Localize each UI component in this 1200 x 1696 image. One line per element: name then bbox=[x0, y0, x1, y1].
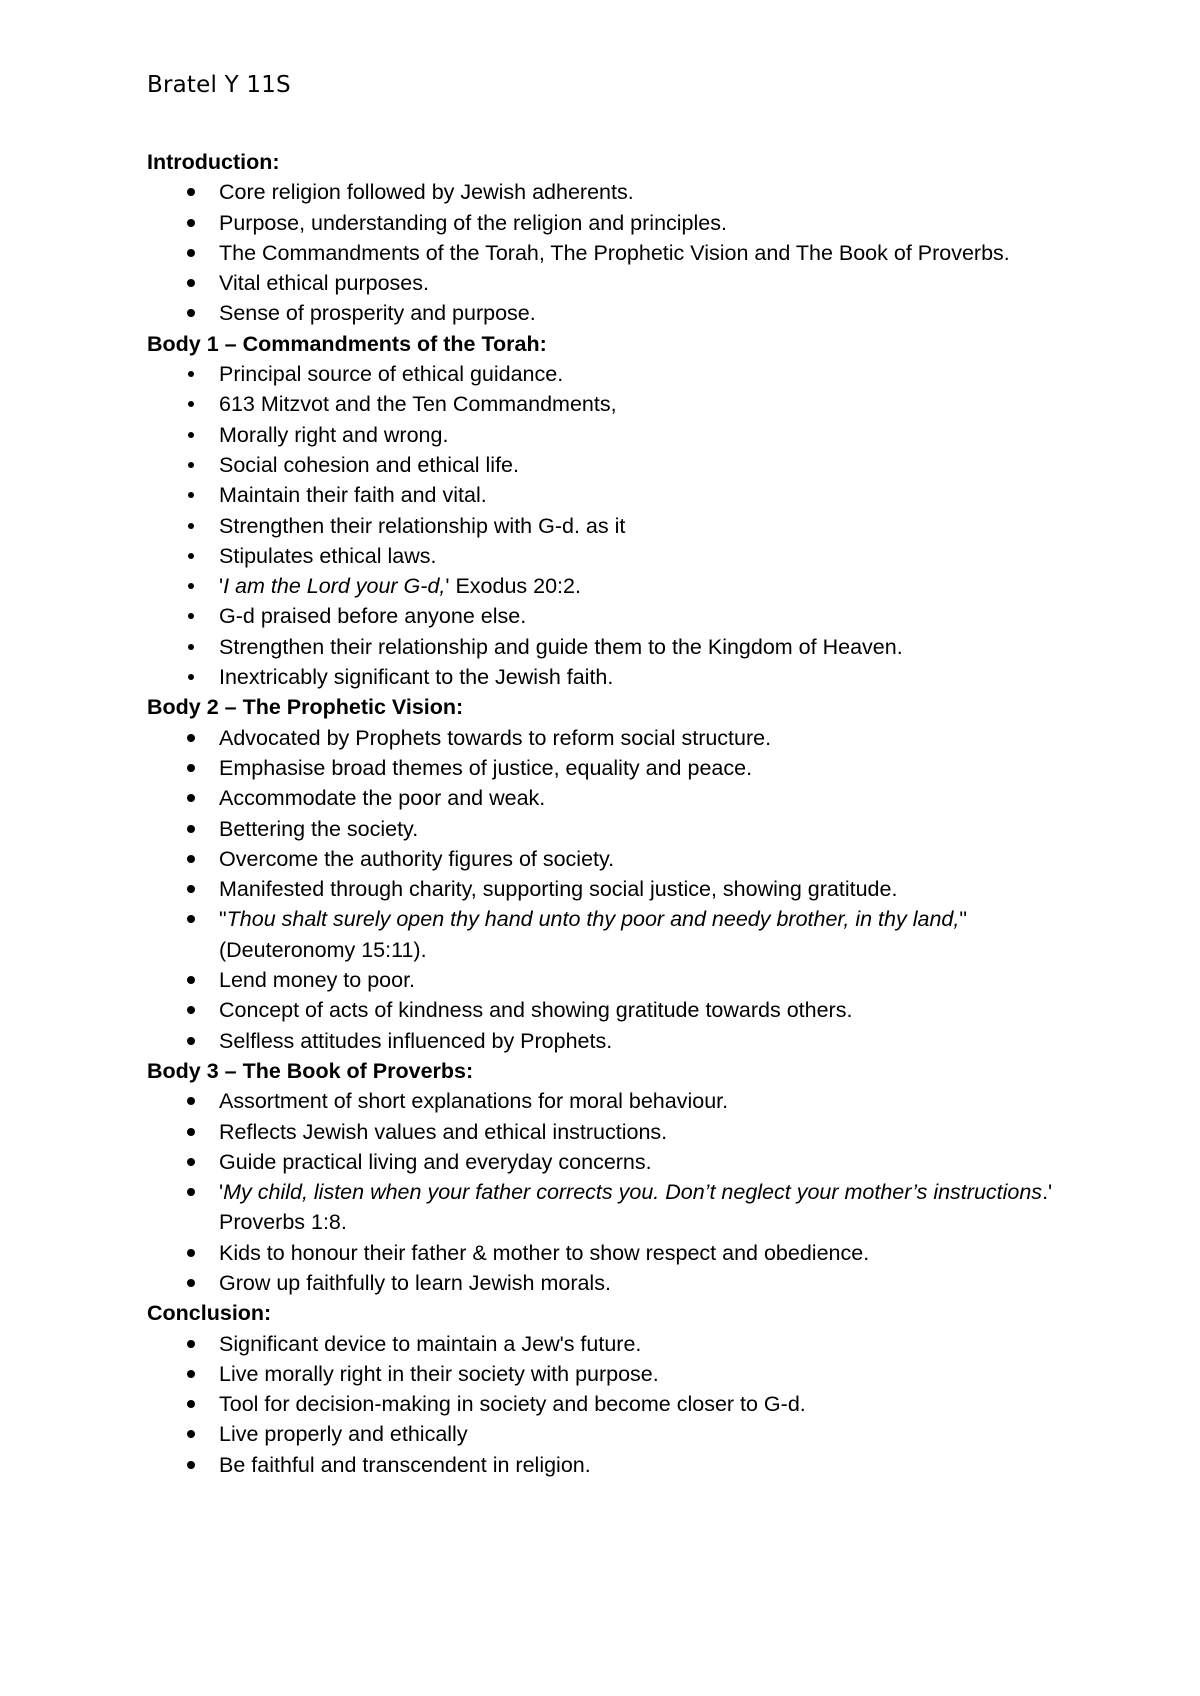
bullet-icon bbox=[188, 613, 194, 619]
bullet-icon bbox=[187, 976, 195, 984]
bullet-list bbox=[147, 1086, 1147, 1298]
item-text: Reflects Jewish values and ethical instructions. bbox=[219, 1119, 668, 1144]
bullet-icon bbox=[187, 1006, 195, 1014]
bullet-icon bbox=[187, 1400, 195, 1408]
item-text: Significant device to maintain a Jew's future. bbox=[219, 1331, 642, 1356]
bullet-icon bbox=[187, 1158, 195, 1166]
bullet-icon bbox=[188, 583, 194, 589]
item-text: Morally right and wrong. bbox=[219, 422, 449, 447]
bullet-icon bbox=[187, 794, 195, 802]
bullet-icon bbox=[187, 249, 195, 257]
section-heading: Body 3 – The Book of Proverbs: bbox=[147, 1058, 474, 1083]
list-item bbox=[147, 511, 1147, 541]
bullet-list bbox=[147, 723, 1147, 1056]
bullet-icon bbox=[187, 825, 195, 833]
list-item bbox=[147, 1268, 1147, 1298]
item-text: Principal source of ethical guidance. bbox=[219, 362, 564, 387]
item-text: Assortment of short explanations for moral behaviour. bbox=[219, 1089, 729, 1114]
bullet-icon bbox=[187, 1430, 195, 1438]
item-text: Live morally right in their society with purpose. bbox=[219, 1361, 659, 1386]
bullet-icon bbox=[187, 279, 195, 287]
bullet-icon bbox=[188, 523, 194, 529]
quote-open: " bbox=[219, 907, 227, 932]
item-text: Grow up faithfully to learn Jewish morals. bbox=[219, 1270, 611, 1295]
list-item bbox=[147, 844, 1147, 874]
bullet-icon bbox=[187, 188, 195, 196]
list-item bbox=[147, 420, 1147, 450]
list-item bbox=[147, 298, 1147, 328]
bullet-icon bbox=[187, 219, 195, 227]
bullet-icon bbox=[188, 371, 194, 377]
list-item bbox=[147, 783, 1147, 813]
list-item bbox=[147, 1359, 1147, 1389]
item-text: Vital ethical purposes. bbox=[219, 271, 429, 296]
bullet-icon bbox=[188, 401, 194, 407]
list-item bbox=[147, 208, 1147, 238]
bullet-icon bbox=[188, 644, 194, 650]
list-item bbox=[147, 1389, 1147, 1419]
list-item bbox=[147, 814, 1147, 844]
bullet-list bbox=[147, 177, 1147, 328]
document-body bbox=[147, 147, 1147, 1480]
item-text: 613 Mitzvot and the Ten Commandments, bbox=[219, 392, 617, 417]
bullet-icon bbox=[187, 764, 195, 772]
bullet-icon bbox=[187, 1097, 195, 1105]
list-item bbox=[147, 177, 1147, 207]
item-text: Be faithful and transcendent in religion. bbox=[219, 1452, 591, 1477]
quote-open: ' bbox=[219, 574, 224, 599]
quote-text: Thou shalt surely open thy hand unto thy poor and needy brother, in thy land, bbox=[226, 907, 960, 932]
item-text: Lend money to poor. bbox=[219, 968, 416, 993]
item-text: Manifested through charity, supporting social justice, showing gratitude. bbox=[219, 877, 898, 902]
quote-text: My child, listen when your father corrects you. Don’t neglect your mother’s instructions bbox=[223, 1180, 1043, 1205]
section-heading: Conclusion: bbox=[147, 1301, 272, 1326]
section-heading: Body 2 – The Prophetic Vision: bbox=[147, 695, 464, 720]
list-item bbox=[147, 632, 1147, 662]
item-text: Bettering the society. bbox=[219, 816, 419, 841]
list-item bbox=[147, 268, 1147, 298]
item-text: Guide practical living and everyday concerns. bbox=[219, 1149, 652, 1174]
item-text: Strengthen their relationship and guide them to the Kingdom of Heaven. bbox=[219, 634, 903, 659]
bullet-icon bbox=[187, 1461, 195, 1469]
quote-close: " bbox=[959, 907, 967, 932]
bullet-icon bbox=[188, 462, 194, 468]
item-text: Live properly and ethically bbox=[219, 1422, 468, 1447]
list-item bbox=[147, 1147, 1147, 1177]
list-item bbox=[147, 389, 1147, 419]
list-item bbox=[147, 662, 1147, 692]
bullet-icon bbox=[187, 1340, 195, 1348]
list-item bbox=[147, 601, 1147, 631]
list-item bbox=[147, 723, 1147, 753]
list-item bbox=[147, 1419, 1147, 1449]
item-text: Overcome the authority figures of society. bbox=[219, 846, 615, 871]
bullet-icon bbox=[188, 492, 194, 498]
list-item bbox=[147, 1238, 1147, 1268]
bullet-icon bbox=[187, 1249, 195, 1257]
document-header: Bratel Y 11S bbox=[147, 72, 291, 98]
bullet-icon bbox=[187, 1279, 195, 1287]
bullet-icon bbox=[187, 1037, 195, 1045]
quote-open: ' bbox=[219, 1180, 224, 1205]
list-item bbox=[147, 480, 1147, 510]
item-text: Core religion followed by Jewish adherents. bbox=[219, 180, 634, 205]
bullet-icon bbox=[187, 1128, 195, 1136]
list-item bbox=[147, 1329, 1147, 1359]
quote-close: .' bbox=[1042, 1180, 1053, 1205]
bullet-icon bbox=[188, 553, 194, 559]
list-item bbox=[147, 450, 1147, 480]
list-item bbox=[147, 238, 1147, 268]
bullet-icon bbox=[187, 885, 195, 893]
list-item bbox=[147, 359, 1147, 389]
item-continuation: Proverbs 1:8. bbox=[219, 1210, 347, 1235]
item-text: Selfless attitudes influenced by Prophets. bbox=[219, 1028, 613, 1053]
item-text: Strengthen their relationship with G-d. as it bbox=[219, 513, 626, 538]
item-continuation: (Deuteronomy 15:11). bbox=[219, 937, 427, 962]
list-item bbox=[147, 904, 1147, 965]
bullet-list bbox=[147, 1329, 1147, 1480]
section-heading: Introduction: bbox=[147, 150, 280, 174]
bullet-icon bbox=[187, 1370, 195, 1378]
quote-text: I am the Lord your G-d, bbox=[223, 574, 446, 599]
list-item bbox=[147, 571, 1147, 601]
list-item bbox=[147, 541, 1147, 571]
list-item bbox=[147, 965, 1147, 995]
item-text: Stipulates ethical laws. bbox=[219, 543, 437, 568]
bullet-list bbox=[147, 359, 1147, 692]
quote-close: ' Exodus 20:2. bbox=[445, 574, 581, 599]
item-text: Advocated by Prophets towards to reform social structure. bbox=[219, 725, 772, 750]
item-text: The Commandments of the Torah, The Prophetic Vision and The Book of Proverbs. bbox=[219, 240, 1010, 265]
item-text: Kids to honour their father & mother to show respect and obedience. bbox=[219, 1240, 870, 1265]
bullet-icon bbox=[187, 1188, 195, 1196]
list-item bbox=[147, 1177, 1147, 1238]
bullet-icon bbox=[187, 309, 195, 317]
item-text: Sense of prosperity and purpose. bbox=[219, 301, 536, 326]
item-text: Social cohesion and ethical life. bbox=[219, 452, 519, 477]
list-item bbox=[147, 1026, 1147, 1056]
bullet-icon bbox=[188, 432, 194, 438]
item-text: G-d praised before anyone else. bbox=[219, 604, 527, 629]
bullet-icon bbox=[187, 734, 195, 742]
bullet-icon bbox=[187, 915, 195, 923]
bullet-icon bbox=[188, 674, 194, 680]
list-item bbox=[147, 753, 1147, 783]
list-item bbox=[147, 1086, 1147, 1116]
item-text: Inextricably significant to the Jewish faith. bbox=[219, 665, 614, 690]
item-text: Tool for decision-making in society and become closer to G-d. bbox=[219, 1392, 806, 1417]
section-heading: Body 1 – Commandments of the Torah: bbox=[147, 331, 547, 356]
list-item bbox=[147, 1450, 1147, 1480]
list-item bbox=[147, 874, 1147, 904]
item-text: Emphasise broad themes of justice, equality and peace. bbox=[219, 755, 753, 780]
item-text: Concept of acts of kindness and showing gratitude towards others. bbox=[219, 998, 853, 1023]
item-text: Maintain their faith and vital. bbox=[219, 483, 487, 508]
list-item bbox=[147, 995, 1147, 1025]
list-item bbox=[147, 1117, 1147, 1147]
item-text: Accommodate the poor and weak. bbox=[219, 786, 546, 811]
item-text: Purpose, understanding of the religion and principles. bbox=[219, 210, 727, 235]
bullet-icon bbox=[187, 855, 195, 863]
